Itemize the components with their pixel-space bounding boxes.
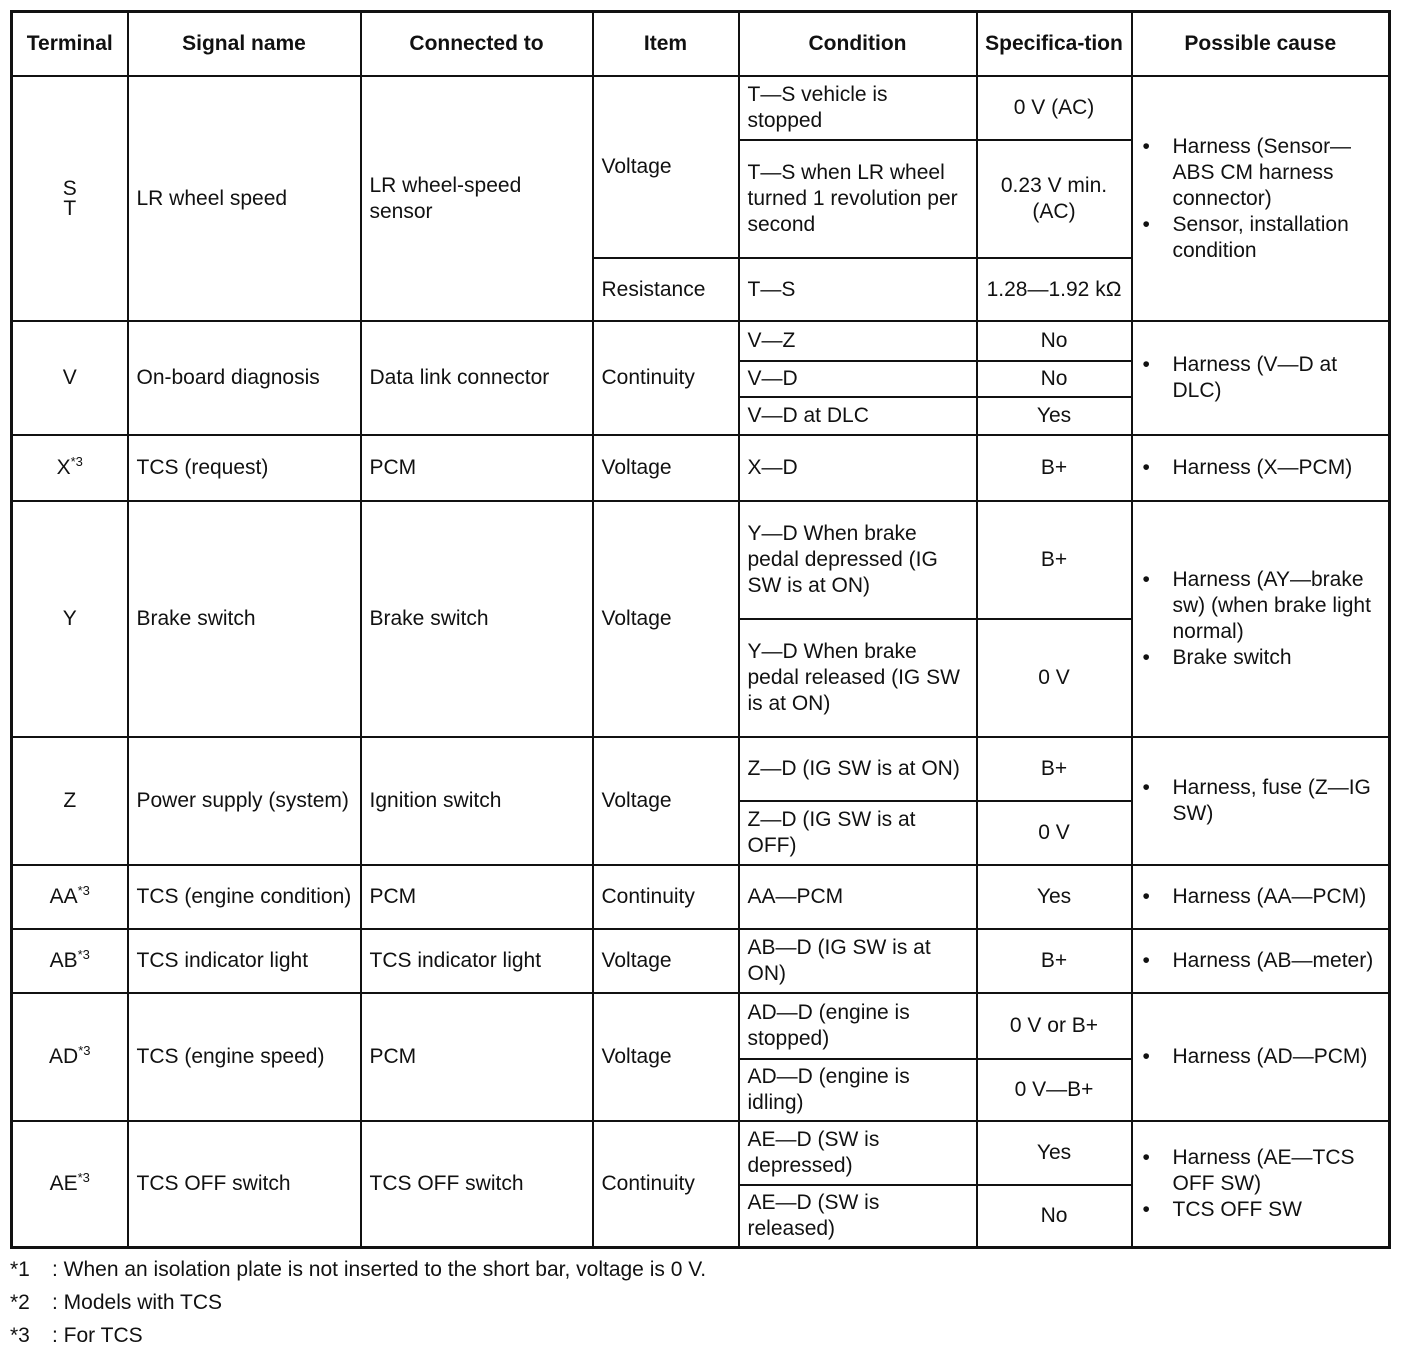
terminal-t: T xyxy=(63,196,77,220)
footnote xyxy=(10,1286,1388,1319)
specification: 0 V—B+ xyxy=(977,1059,1132,1121)
connected-to: Ignition switch xyxy=(361,737,593,865)
specification: B+ xyxy=(977,501,1132,619)
possible-cause xyxy=(1132,76,1390,321)
specification: Yes xyxy=(977,397,1132,435)
footnote-text: : Models with TCS xyxy=(52,1290,222,1314)
header-item: Item xyxy=(593,12,739,77)
specification: B+ xyxy=(977,435,1132,501)
specification: No xyxy=(977,361,1132,397)
condition: X—D xyxy=(739,435,977,501)
signal-name: LR wheel speed xyxy=(128,76,361,321)
connected-to: PCM xyxy=(361,435,593,501)
condition: AB—D (IG SW is at ON) xyxy=(739,929,977,993)
terminal-label: AE xyxy=(49,1171,78,1195)
connected-to: TCS OFF switch xyxy=(361,1121,593,1247)
condition: Z—D (IG SW is at OFF) xyxy=(739,801,977,865)
cause-item: • Sensor, installation condition xyxy=(1173,212,1381,264)
condition: AD—D (engine is idling) xyxy=(739,1059,977,1121)
item: Voltage xyxy=(593,501,739,737)
specification: 0 V xyxy=(977,801,1132,865)
terminal xyxy=(12,929,128,993)
header-signal-name: Signal name xyxy=(128,12,361,77)
possible-cause xyxy=(1132,1121,1390,1247)
specification: 0 V or B+ xyxy=(977,993,1132,1059)
cause-item: • TCS OFF SW xyxy=(1173,1197,1381,1223)
table-row xyxy=(12,435,1390,501)
condition: AD—D (engine is stopped) xyxy=(739,993,977,1059)
specification: No xyxy=(977,1185,1132,1247)
signal-name: Brake switch xyxy=(128,501,361,737)
signal-name: TCS (request) xyxy=(128,435,361,501)
cause-item: • Harness (AY—brake sw) (when brake light normal) xyxy=(1173,567,1381,645)
condition: Z—D (IG SW is at ON) xyxy=(739,737,977,801)
condition: Y—D When brake pedal released (IG SW is at ON) xyxy=(739,619,977,737)
signal-name: TCS OFF switch xyxy=(128,1121,361,1247)
terminal xyxy=(12,1121,128,1247)
cause-item: • Harness (V—D at DLC) xyxy=(1173,352,1381,404)
terminal-label: AB xyxy=(49,949,78,972)
possible-cause xyxy=(1132,435,1390,501)
condition: AA—PCM xyxy=(739,865,977,929)
possible-cause xyxy=(1132,501,1390,737)
footnote-mark: *3 xyxy=(77,947,90,962)
signal-name: Power supply (system) xyxy=(128,737,361,865)
connected-to: PCM xyxy=(361,865,593,929)
header-connected-to: Connected to xyxy=(361,12,593,77)
terminal-label: AA xyxy=(49,885,78,908)
condition: Y—D When brake pedal depressed (IG SW is at ON) xyxy=(739,501,977,619)
header-possible-cause: Possible cause xyxy=(1132,12,1390,77)
header-condition: Condition xyxy=(739,12,977,77)
possible-cause xyxy=(1132,321,1390,435)
footnotes xyxy=(10,1253,1388,1352)
condition: AE—D (SW is released) xyxy=(739,1185,977,1247)
table-row xyxy=(12,501,1390,619)
cause-item: • Harness (Sensor—ABS CM harness connector) xyxy=(1173,134,1381,212)
item: Continuity xyxy=(593,321,739,435)
cause-item: • Harness, fuse (Z—IG SW) xyxy=(1173,775,1381,827)
footnote-text: : When an isolation plate is not inserted to the short bar, voltage is 0 V. xyxy=(52,1257,707,1281)
condition: T—S vehicle is stopped xyxy=(739,76,977,140)
footnote-mark: *3 xyxy=(78,1043,91,1058)
footnote xyxy=(10,1253,1388,1286)
footnote-mark: *3 xyxy=(77,883,90,898)
connected-to: LR wheel-speed sensor xyxy=(361,76,593,321)
footnote-mark: *1 xyxy=(10,1257,30,1281)
condition: T—S when LR wheel turned 1 revolution per second xyxy=(739,140,977,258)
possible-cause xyxy=(1132,993,1390,1121)
header-terminal: Terminal xyxy=(12,12,128,77)
signal-name: TCS (engine condition) xyxy=(128,865,361,929)
specification: Yes xyxy=(977,1121,1132,1185)
specification: No xyxy=(977,321,1132,361)
terminal-s: S xyxy=(62,176,77,200)
item: Voltage xyxy=(593,929,739,993)
cause-item: • Harness (AD—PCM) xyxy=(1173,1044,1381,1070)
header-row xyxy=(12,12,1390,77)
specification: 0 V (AC) xyxy=(977,76,1132,140)
cause-item: • Harness (AA—PCM) xyxy=(1173,884,1381,910)
footnote-mark: *3 xyxy=(10,1323,30,1347)
specification: 0.23 V min. (AC) xyxy=(977,140,1132,258)
connected-to: TCS indicator light xyxy=(361,929,593,993)
table-row xyxy=(12,929,1390,993)
terminal-inspection-table xyxy=(10,10,1391,1249)
condition: V—D xyxy=(739,361,977,397)
connected-to: PCM xyxy=(361,993,593,1121)
table-row xyxy=(12,321,1390,361)
footnote xyxy=(10,1319,1388,1352)
specification: B+ xyxy=(977,929,1132,993)
specification: 1.28—1.92 kΩ xyxy=(977,258,1132,321)
item: Voltage xyxy=(593,76,739,258)
condition: V—Z xyxy=(739,321,977,361)
terminal: Z xyxy=(12,737,128,865)
connected-to: Data link connector xyxy=(361,321,593,435)
possible-cause xyxy=(1132,737,1390,865)
item: Resistance xyxy=(593,258,739,321)
item: Voltage xyxy=(593,993,739,1121)
terminal: V xyxy=(12,321,128,435)
signal-name: TCS indicator light xyxy=(128,929,361,993)
footnote-mark: *2 xyxy=(10,1290,30,1314)
terminal-cell xyxy=(12,76,128,321)
item: Continuity xyxy=(593,1121,739,1247)
terminal: Y xyxy=(12,501,128,737)
connected-to: Brake switch xyxy=(361,501,593,737)
possible-cause xyxy=(1132,929,1390,993)
possible-cause xyxy=(1132,865,1390,929)
header-specification: Specifica-tion xyxy=(977,12,1132,77)
table-row xyxy=(12,737,1390,801)
table-row xyxy=(12,865,1390,929)
footnote-mark: *3 xyxy=(70,454,83,469)
terminal xyxy=(12,435,128,501)
condition: T—S xyxy=(739,258,977,321)
terminal xyxy=(12,865,128,929)
cause-item: • Brake switch xyxy=(1173,645,1381,671)
item: Continuity xyxy=(593,865,739,929)
table-row xyxy=(12,993,1390,1059)
document xyxy=(10,10,1388,1352)
signal-name: TCS (engine speed) xyxy=(128,993,361,1121)
signal-name: On-board diagnosis xyxy=(128,321,361,435)
table-row xyxy=(12,1121,1390,1185)
specification: Yes xyxy=(977,865,1132,929)
item: Voltage xyxy=(593,737,739,865)
condition: AE—D (SW is depressed) xyxy=(739,1121,977,1185)
specification: B+ xyxy=(977,737,1132,801)
terminal-label: AD xyxy=(49,1045,79,1068)
cause-item: • Harness (AB—meter) xyxy=(1173,948,1381,974)
footnote-mark: *3 xyxy=(77,1169,90,1185)
condition: V—D at DLC xyxy=(739,397,977,435)
terminal xyxy=(12,993,128,1121)
cause-item: • Harness (AE—TCS OFF SW) xyxy=(1173,1145,1381,1197)
terminal-label: X xyxy=(56,456,71,479)
footnote-text: : For TCS xyxy=(52,1323,143,1347)
cause-item: • Harness (X—PCM) xyxy=(1173,455,1381,481)
item: Voltage xyxy=(593,435,739,501)
table-row xyxy=(12,76,1390,140)
specification: 0 V xyxy=(977,619,1132,737)
